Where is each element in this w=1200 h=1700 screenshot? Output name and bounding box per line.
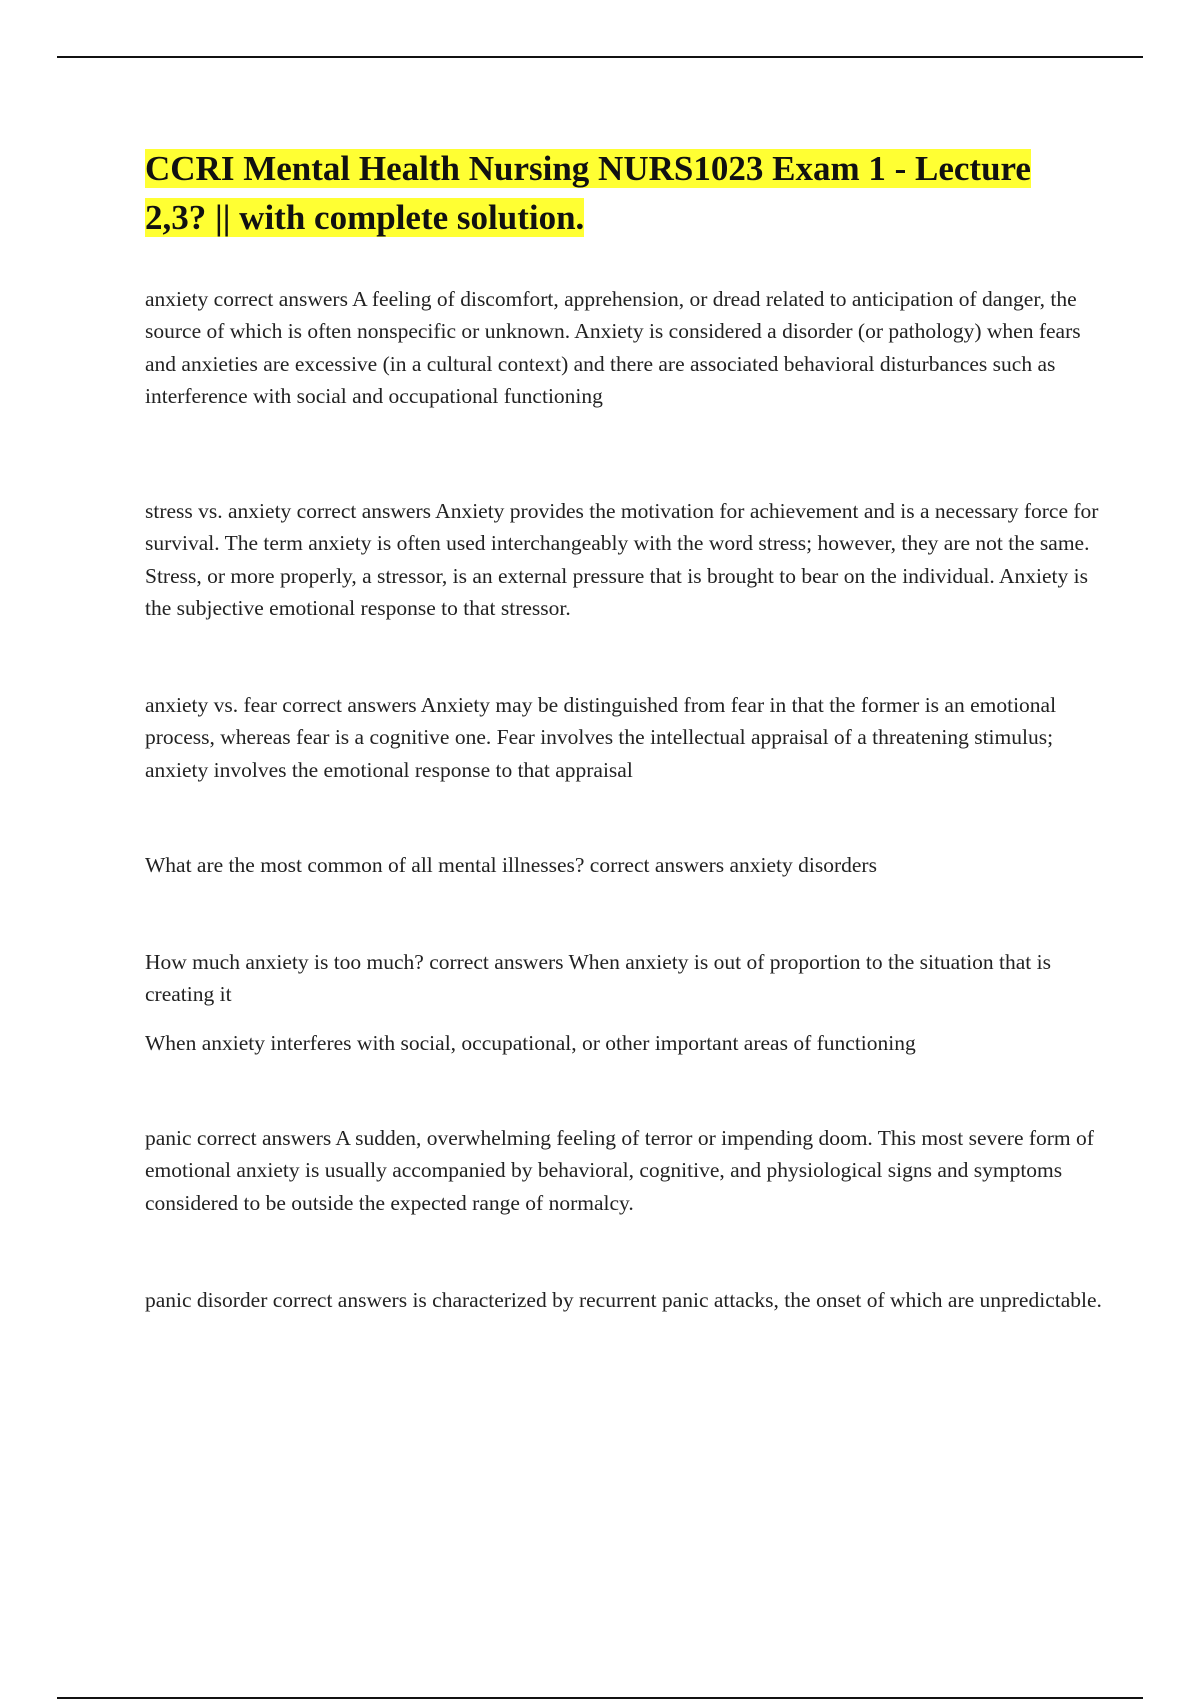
entry-panic: panic correct answers A sudden, overwhelming feeling of terror or impending doom. This most severe form of emotional anxiety is usually accompanied by behavioral, cognitive, and physiological signs and symptoms considered to be outside the expected range of normalcy. bbox=[145, 1126, 1094, 1215]
document-title bbox=[145, 144, 1085, 242]
title-highlight: CCRI Mental Health Nursing NURS1023 Exam 1 - Lecture 2,3? || with complete solution. bbox=[145, 149, 1031, 237]
entry-anxiety-vs-fear: anxiety vs. fear correct answers Anxiety may be distinguished from fear in that the former is an emotional process, whereas fear is a cognitive one. Fear involves the intellectual appraisal of a threatening stimulus; anxiety involves the emotional response to that appraisal bbox=[145, 693, 1057, 782]
entry-anxiety-interferes: When anxiety interferes with social, occupational, or other important areas of functioning bbox=[145, 1031, 916, 1055]
entry-panic-disorder: panic disorder correct answers is characterized by recurrent panic attacks, the onset of which are unpredictable. bbox=[145, 1288, 1102, 1312]
top-rule bbox=[57, 56, 1143, 58]
entry-too-much-anxiety: How much anxiety is too much? correct answers When anxiety is out of proportion to the situation that is creating it bbox=[145, 950, 1051, 1007]
entry-anxiety: anxiety correct answers A feeling of discomfort, apprehension, or dread related to anticipation of danger, the source of which is often nonspecific or unknown. Anxiety is considered a disorder (or pathology) when fears and anxieties are excessive (in a cultural context) and there are associated behavioral disturbances such as interference with social and occupational functioning bbox=[145, 287, 1081, 408]
entry-stress-vs-anxiety: stress vs. anxiety correct answers Anxiety provides the motivation for achievement and is a necessary force for survival. The term anxiety is often used interchangeably with the word stress; however, they are not the same. Stress, or more properly, a stressor, is an external pressure that is brought to bear on the individual. Anxiety is the subjective emotional response to that stressor. bbox=[145, 499, 1099, 620]
entry-common-mental-illnesses: What are the most common of all mental illnesses? correct answers anxiety disorders bbox=[145, 853, 877, 877]
bottom-rule bbox=[57, 1697, 1143, 1699]
